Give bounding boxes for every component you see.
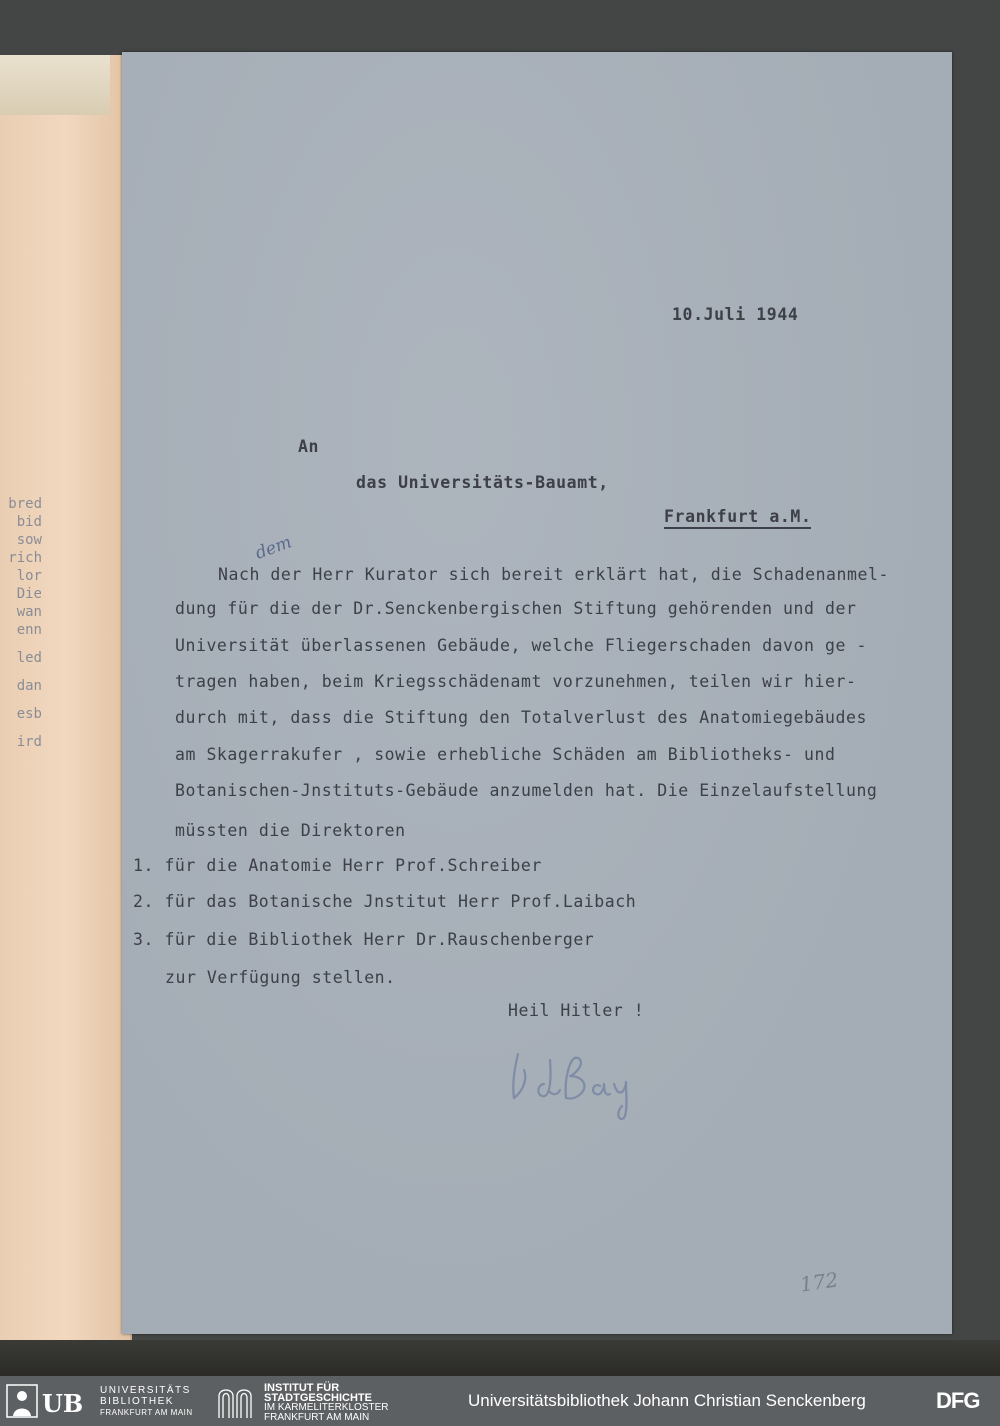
bleed-line: led [16,650,42,666]
body-line: durch mit, dass die Stiftung den Totalverlust des Anatomiegebäudes [175,708,867,727]
svg-text:UB: UB [42,1389,84,1418]
isg-line: IM KARMELITERKLOSTER [264,1402,389,1413]
bleed-line: ird [16,734,42,750]
bleed-line: enn [16,622,42,638]
bleed-line: bred [8,496,42,512]
list-item: 3. für die Bibliothek Herr Dr.Rauschenberger [133,930,595,949]
salutation: An [298,437,320,456]
body-line: müssten die Direktoren [175,821,406,840]
list-item: 2. für das Botanische Jnstitut Herr Prof.Laibach [133,892,637,911]
body-line: dung für die der Dr.Senckenbergischen Stiftung gehörenden und der [175,599,857,618]
book-bottom-edge [0,1340,1000,1376]
bleed-line: lor [16,568,42,584]
dfg-logo: DFG [936,1388,980,1413]
body-line: am Skagerrakufer , sowie erhebliche Schäden am Bibliotheks- und [175,745,836,764]
ub-logo-icon [6,1384,98,1418]
bleed-line: Die [16,586,42,602]
closing-line: zur Verfügung stellen. [165,968,396,987]
paper-scraps [0,55,110,115]
body-line: Universität überlassenen Gebäude, welche Fliegerschaden davon ge - [175,636,867,655]
signature [500,1040,660,1120]
footer-title: Universitätsbibliothek Johann Christian Senckenberg [468,1391,866,1410]
bleed-line: esb [16,706,42,722]
ub-line: UNIVERSITÄTS [100,1385,191,1396]
recipient-city: Frankfurt a.M. [664,507,811,529]
handwritten-insert: dem [252,532,295,564]
body-line: Nach der Herr Kurator sich bereit erklärt hat, die Schadenanmel- [218,565,889,584]
ub-line: FRANKFURT AM MAIN [100,1408,193,1417]
list-item: 1. für die Anatomie Herr Prof.Schreiber [133,856,542,875]
bleed-through-text [0,495,42,751]
bleed-line: sow [16,532,42,548]
isg-line: INSTITUT FÜR [264,1382,340,1394]
bleed-line: wan [16,604,42,620]
body-line: tragen haben, beim Kriegsschädenamt vorzunehmen, teilen wir hier- [175,672,857,691]
bleed-line: bid [16,514,42,530]
recipient: das Universitäts-Bauamt, [356,473,609,492]
letter-page [122,52,952,1334]
body-line: Botanischen-Jnstituts-Gebäude anzumelden hat. Die Einzelaufstellung [175,781,878,800]
isg-line: STADTGESCHICHTE [264,1392,372,1404]
bleed-line: rich [8,550,42,566]
isg-line: FRANKFURT AM MAIN [264,1412,370,1423]
letter-date: 10.Juli 1944 [672,305,799,324]
isg-logo-icon [215,1384,257,1418]
isg-name [264,1383,388,1423]
page-number: 172 [798,1267,840,1297]
footer-bar [0,1376,1000,1426]
ub-line: BIBLIOTHEK [100,1396,174,1407]
bleed-line: dan [16,678,42,694]
greeting: Heil Hitler ! [508,1001,645,1020]
ub-name [100,1385,193,1418]
